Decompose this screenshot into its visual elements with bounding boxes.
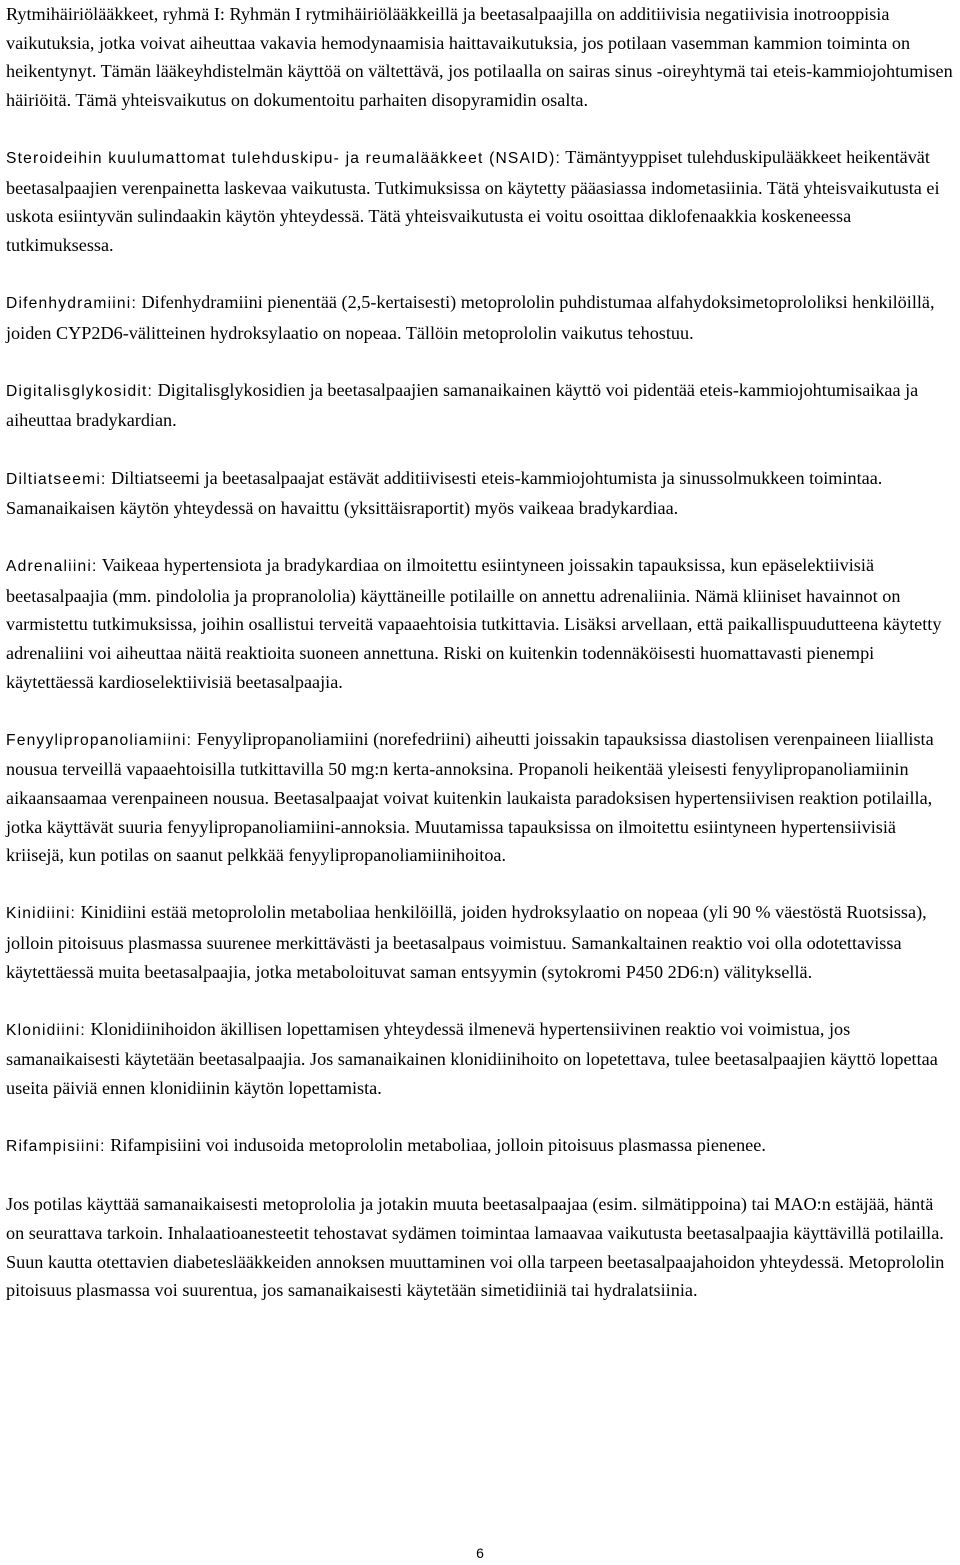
paragraph-digitalis <box>6 376 954 435</box>
paragraph-text: Vaikeaa hypertensiota ja bradykardiaa on ilmoitettu esiintyneen joissakin tapauksissa, kun epäselektiivisiä beetasalpaajia (mm. pindololia ja propranololia) käyttäneille potilaille on annettu adrenaliinia. Nämä kliiniset havainnot on varmistettu tutkimuksissa, joihin osallistui terveitä vapaaehtoisia tutkittavia. Lisäksi arvellaan, että paikallispuudutteena käytetty adrenaliini voi aiheuttaa näitä reaktioita suoneen annettuna. Riski on kuitenkin todennäköisesti huomattavasti pienempi käytettäessä kardioselektiivisiä beetasalpaajia. <box>6 555 942 692</box>
paragraph-text: Kinidiini estää metoprololin metaboliaa henkilöillä, joiden hydroksylaatio on nopeaa (yli 90 % väestöstä Ruotsissa), jolloin pitoisuus plasmassa suurenee merkittävästi ja beetasalpaus voimistuu. Samankaltainen reaktio voi olla odotettavissa käytettäessä muita beetasalpaajia, jotka metaboloituvat saman entsyymin (sytokromi P450 2D6:n) välityksellä. <box>6 902 927 982</box>
paragraph-term: Digitalisglykosidit: <box>6 382 154 400</box>
document-body <box>6 0 954 1333</box>
paragraph-phenylpropanolamine <box>6 725 954 870</box>
paragraph-term: Klonidiini: <box>6 1021 86 1039</box>
paragraph-text: Rytmihäiriölääkkeet, ryhmä I: Ryhmän I rytmihäiriölääkkeillä ja beetasalpaajilla on additiivisia negatiivisia inotrooppisia vaikutuksia, jotka voivat aiheuttaa vakavia hemodynaamisia haittavaikutuksia, jos potilaan vasemman kammion toiminta on heikentynyt. Tämän lääkeyhdistelmän käyttöä on vältettävä, jos potilaalla on sairas sinus -oireyhtymä tai eteis-kammiojohtumisen häiriöitä. Tämä yhteisvaikutus on dokumentoitu parhaiten disopyramidin osalta. <box>6 4 953 110</box>
paragraph-text: Digitalisglykosidien ja beetasalpaajien samanaikainen käyttö voi pidentää eteis-kammiojohtumisaikaa ja aiheuttaa bradykardian. <box>6 379 919 431</box>
paragraph-diphenhydramine <box>6 288 954 347</box>
paragraph-text: Klonidiinihoidon äkillisen lopettamisen yhteydessä ilmenevä hypertensiivinen reaktio voi voimistua, jos samanaikaisesti käytetään beetasalpaajia. Jos samanaikainen klonidiinihoito on lopetettava, tulee beetasalpaajien käyttö lopettaa useita päiviä ennen klonidiinin käytön lopettamista. <box>6 1018 938 1098</box>
paragraph-term: Kinidiini: <box>6 905 77 923</box>
paragraph-antiarrhythmics <box>6 0 954 114</box>
paragraph-diltiazem <box>6 464 954 523</box>
paragraph-term: Fenyylipropanoliamiini: <box>6 731 193 749</box>
paragraph-term: Rifampisiini: <box>6 1138 106 1156</box>
paragraph-clonidine <box>6 1015 954 1103</box>
paragraph-other-interactions <box>6 1190 954 1304</box>
paragraph-text: Rifampisiini voi indusoida metoprololin metaboliaa, jolloin pitoisuus plasmassa pienenee. <box>105 1135 766 1156</box>
page-number: 6 <box>476 1545 484 1561</box>
paragraph-term: Steroideihin kuulumattomat tulehduskipu- ja reumalääkkeet (NSAID): <box>6 149 562 167</box>
paragraph-nsaid <box>6 143 954 259</box>
paragraph-term: Diltiatseemi: <box>6 470 107 488</box>
paragraph-rifampicin <box>6 1131 954 1162</box>
paragraph-text: Diltiatseemi ja beetasalpaajat estävät additiivisesti eteis-kammiojohtumista ja sinussolmukkeen toimintaa. Samanaikaisen käytön yhteydessä on havaittu (yksittäisraportit) myös vaikeaa bradykardiaa. <box>6 467 883 519</box>
paragraph-text: Difenhydramiini pienentää (2,5-kertaisesti) metoprololin puhdistumaa alfahydoksimetoprololiksi henkilöillä, joiden CYP2D6-välitteinen hydroksylaatio on nopeaa. Tällöin metoprololin vaikutus tehostuu. <box>6 291 935 343</box>
paragraph-text: Fenyylipropanoliamiini (norefedriini) aiheutti joissakin tapauksissa diastolisen verenpaineen liiallista nousua terveillä vapaaehtoisilla tutkittavilla 50 mg:n kerta-annoksina. Propanoli heikentää yleisesti fenyylipropanoliamiinin aikaansaamaa verenpaineen nousua. Beetasalpaajat voivat kuitenkin laukaista paradoksisen hypertensiivisen reaktion potilailla, jotka käyttävät suuria fenyylipropanoliamiini-annoksia. Muutamissa tapauksissa on ilmoitettu esiintyneen hypertensiivisiä kriisejä, kun potilas on saanut pelkkää fenyylipropanoliamiinihoitoa. <box>6 728 934 866</box>
paragraph-text: Tämäntyyppiset tulehduskipulääkkeet heikentävät beetasalpaajien verenpainetta laskevaa vaikutusta. Tutkimuksissa on käytetty pääasiassa indometasiinia. Tätä yhteisvaikutusta ei uskota esiintyvän sulindaakin käytön yhteydessä. Tätä yhteisvaikutusta ei voitu osoittaa diklofenaakkia koskeneessa tutkimuksessa. <box>6 146 940 255</box>
paragraph-term: Adrenaliini: <box>6 558 98 576</box>
paragraph-adrenaline <box>6 551 954 696</box>
paragraph-quinidine <box>6 898 954 986</box>
paragraph-term: Difenhydramiini: <box>6 294 137 312</box>
paragraph-text: Jos potilas käyttää samanaikaisesti metoprololia ja jotakin muuta beetasalpaajaa (esim. silmätippoina) tai MAO:n estäjää, häntä on seurattava tarkoin. Inhalaatioanesteetit tehostavat sydämen toimintaa lamaavaa vaikutusta beetasalpaajia käyttävillä potilailla. Suun kautta otettavien diabeteslääkkeiden annoksen muuttaminen voi olla tarpeen beetasalpaajahoidon yhteydessä. Metoprololin pitoisuus plasmassa voi suurentua, jos samanaikaisesti käytetään simetidiiniä tai hydralatsiinia. <box>6 1194 945 1301</box>
